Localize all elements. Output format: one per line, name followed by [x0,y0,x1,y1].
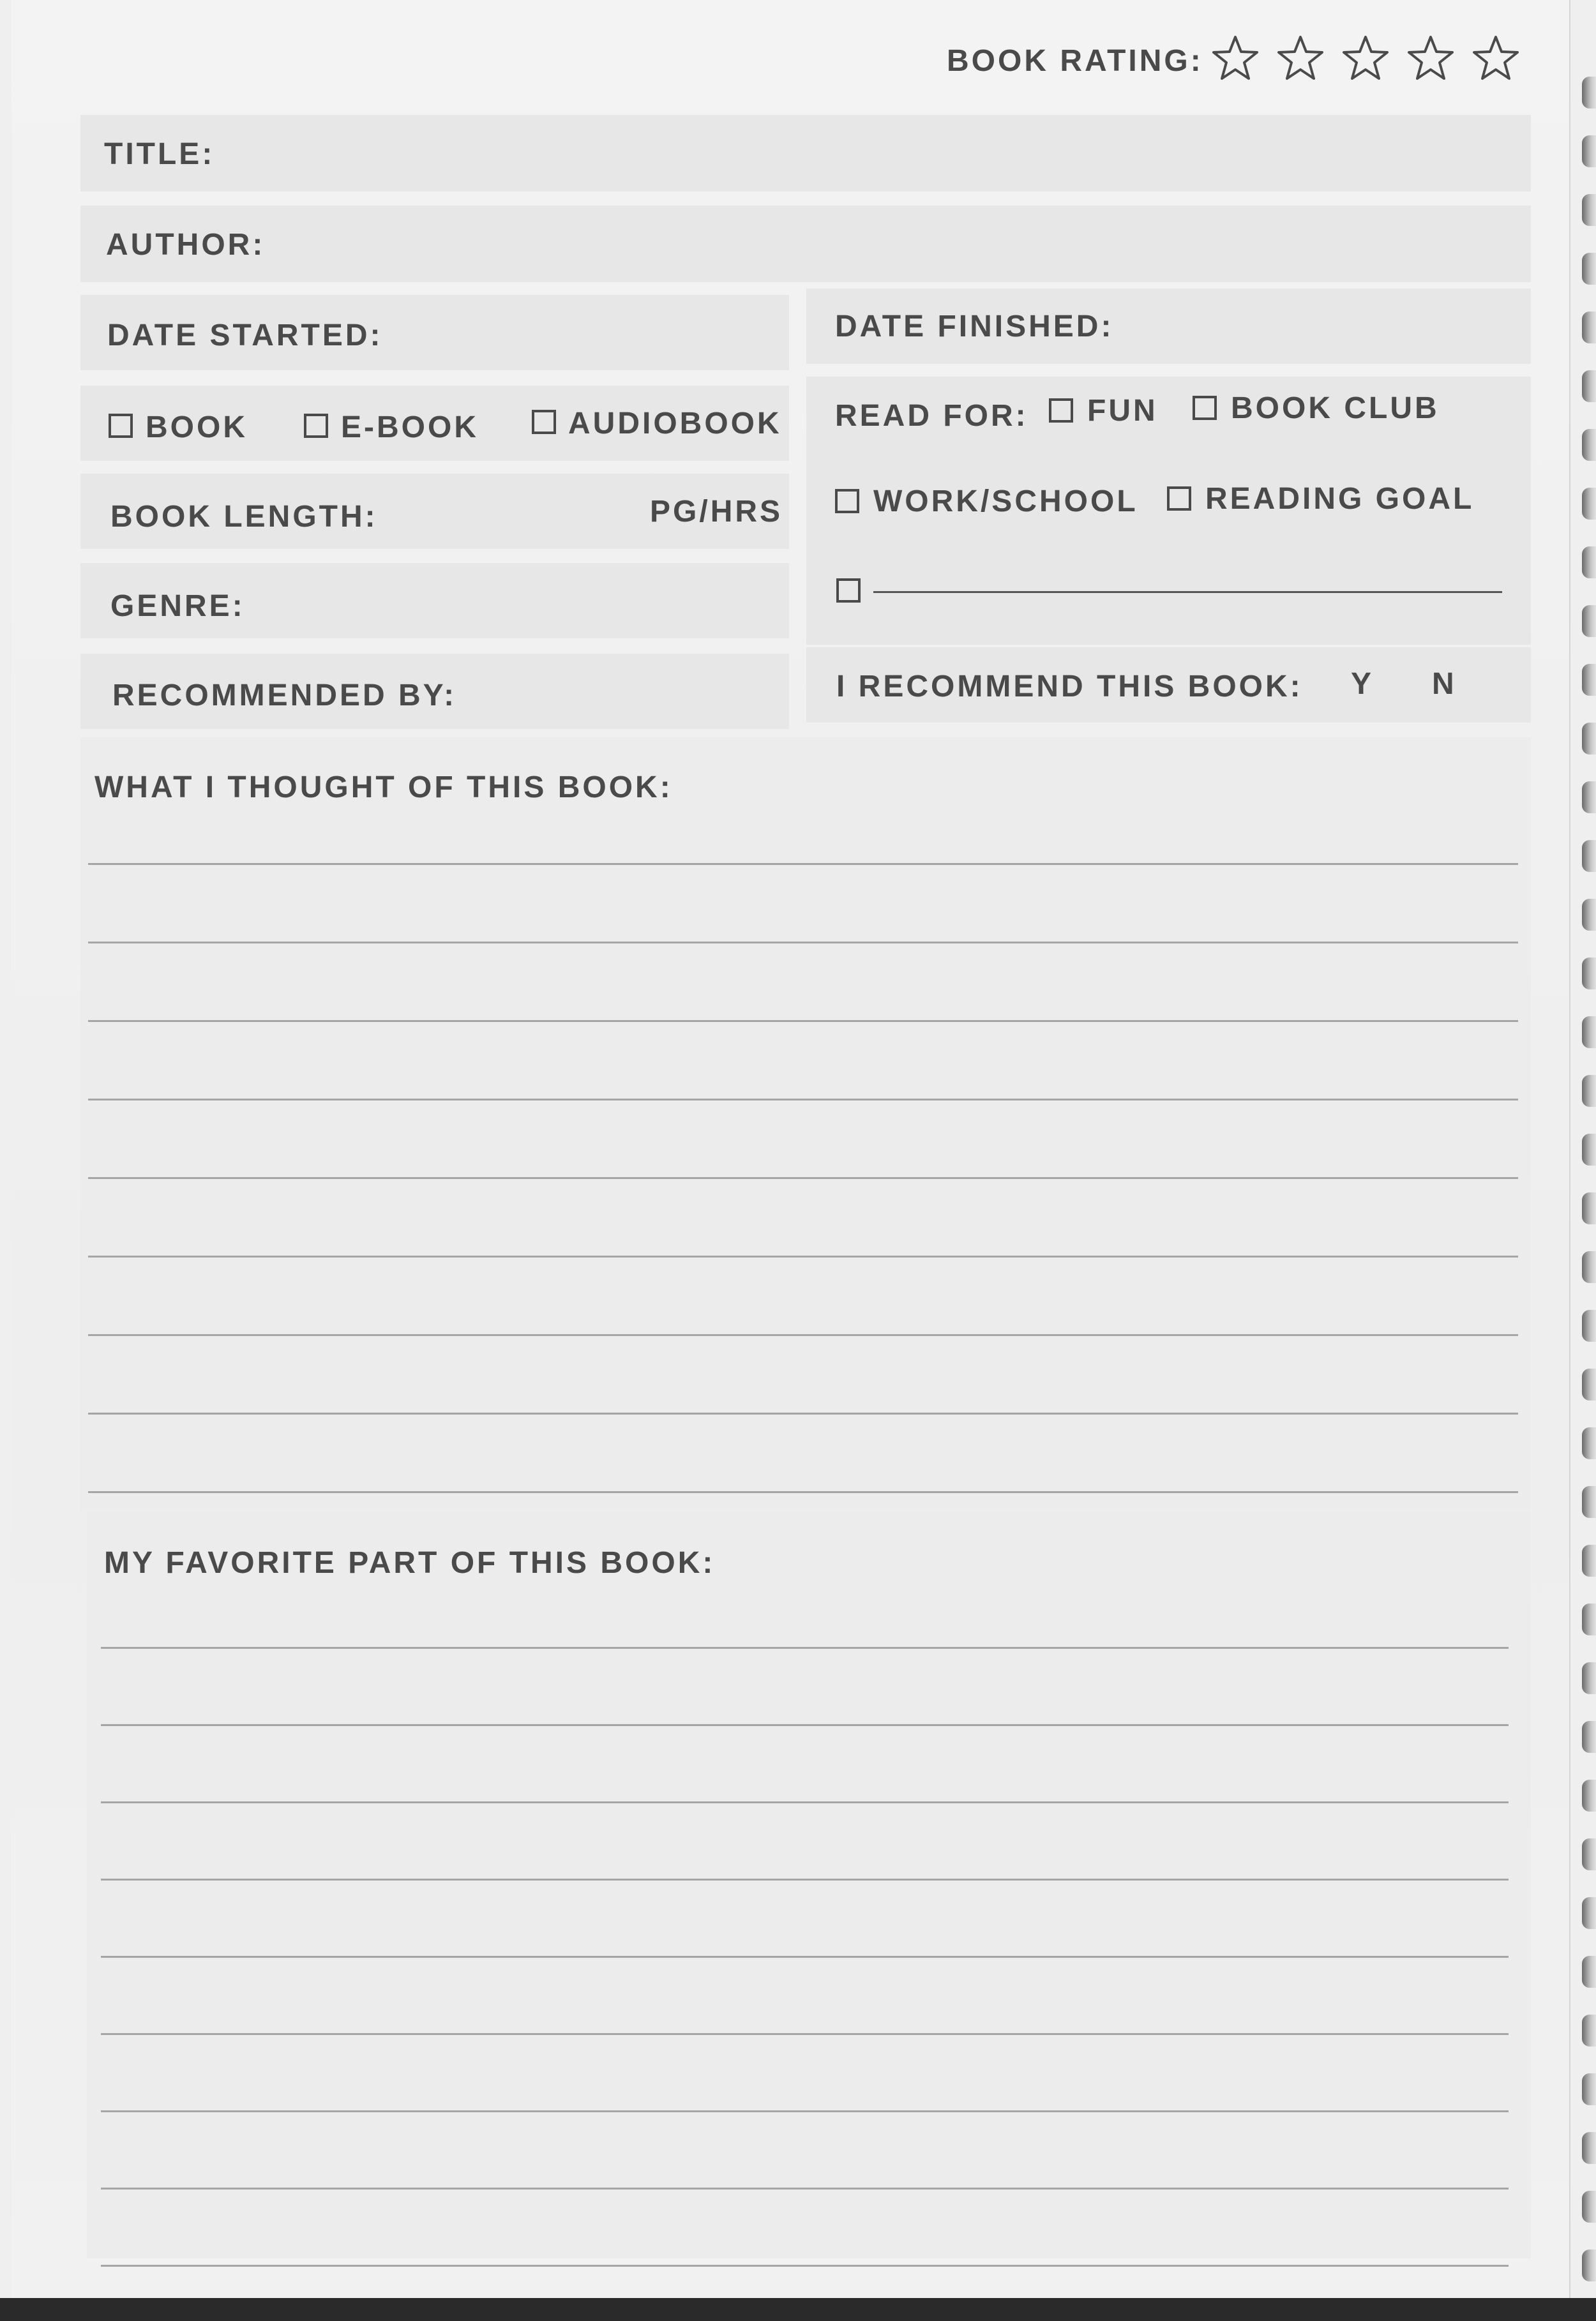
title-label: TITLE: [104,137,215,171]
writing-line [101,2265,1509,2267]
other-write-in-line[interactable] [873,591,1502,593]
binding-ring [1582,1134,1596,1166]
binding-ring [1582,1956,1596,1988]
recommended-by-label: RECOMMENDED BY: [112,679,457,712]
date-started-label: DATE STARTED: [107,319,383,352]
star-icon[interactable] [1212,34,1259,82]
reading-goal-option-label: READING GOAL [1205,482,1475,516]
binding-ring [1582,899,1596,931]
favorite-band [87,1512,1531,2258]
binding-ring [1582,488,1596,520]
writing-line [101,1647,1509,1649]
date-finished-label: DATE FINISHED: [835,310,1114,343]
writing-line [88,1256,1518,1258]
binding-ring [1582,77,1596,109]
binding-ring [1582,781,1596,813]
binding-ring [1582,312,1596,343]
star-icon[interactable] [1342,34,1389,82]
book-club-option-label: BOOK CLUB [1231,391,1440,425]
audiobook-checkbox[interactable] [532,410,556,434]
work-school-option-label: WORK/SCHOOL [873,484,1138,518]
writing-line [101,1724,1509,1726]
binding-ring [1582,2015,1596,2047]
writing-line [88,1413,1518,1415]
binding-ring [1582,1016,1596,1048]
length-unit-label: PG/HRS [650,495,783,529]
binding-ring [1582,1545,1596,1577]
binding-ring [1582,1662,1596,1694]
binding-ring [1582,1427,1596,1459]
binding-ring [1582,840,1596,872]
binding-ring [1582,1310,1596,1342]
bottom-edge [0,2298,1596,2321]
binding-ring [1582,1780,1596,1812]
binding-ring [1582,1251,1596,1283]
writing-line [101,2033,1509,2035]
book-rating-label: BOOK RATING: [947,44,1203,78]
writing-line [101,1956,1509,1958]
binding-ring [1582,1838,1596,1870]
binding-ring [1582,1486,1596,1518]
favorite-heading: MY FAVORITE PART OF THIS BOOK: [104,1546,716,1580]
writing-line [88,1099,1518,1100]
binding-ring [1582,1075,1596,1107]
binding-ring [1582,546,1596,578]
binding-ring [1582,605,1596,637]
binding-ring [1582,1721,1596,1753]
writing-line [101,2188,1509,2190]
i-recommend-label: I RECOMMEND THIS BOOK: [836,670,1303,703]
binding-ring [1582,723,1596,755]
binding-ring [1582,2132,1596,2164]
writing-line [88,942,1518,943]
thoughts-heading: WHAT I THOUGHT OF THIS BOOK: [94,770,673,804]
binding-ring [1582,1897,1596,1929]
ebook-option-label: E-BOOK [341,410,479,444]
binding-ring [1582,1604,1596,1635]
binding-ring [1582,429,1596,461]
binding-ring [1582,1192,1596,1224]
writing-line [101,2110,1509,2112]
star-icon[interactable] [1277,34,1324,82]
writing-line [88,1020,1518,1022]
star-icon[interactable] [1407,34,1454,82]
writing-line [88,863,1518,865]
binding-ring [1582,958,1596,989]
other-checkbox[interactable] [836,578,861,603]
fun-checkbox[interactable] [1049,398,1073,423]
writing-line [88,1334,1518,1336]
ebook-checkbox[interactable] [304,414,328,438]
read-for-label: READ FOR: [835,399,1028,433]
audiobook-option-label: AUDIOBOOK [568,407,782,440]
author-label: AUTHOR: [106,228,266,262]
binding-ring [1582,2250,1596,2281]
writing-line [88,1177,1518,1179]
title-field[interactable] [267,121,1518,185]
fun-option-label: FUN [1087,394,1158,428]
writing-line [101,1879,1509,1881]
binding-ring [1582,194,1596,226]
recommend-yes-option[interactable]: Y [1351,667,1374,701]
star-icon[interactable] [1472,34,1519,82]
binding-ring [1582,664,1596,696]
book-checkbox[interactable] [109,414,133,438]
binding-ring [1582,370,1596,402]
book-club-checkbox[interactable] [1193,396,1217,420]
writing-line [101,1801,1509,1803]
journal-page [11,0,1570,2298]
author-field[interactable] [280,212,1518,276]
thoughts-band [80,737,1531,1510]
book-option-label: BOOK [146,410,248,444]
binding-ring [1582,2191,1596,2223]
recommend-no-option[interactable]: N [1432,667,1457,701]
binding-ring [1582,2073,1596,2105]
book-length-label: BOOK LENGTH: [110,500,378,534]
reading-goal-checkbox[interactable] [1167,486,1191,511]
binding-ring [1582,135,1596,167]
binding-ring [1582,253,1596,285]
genre-label: GENRE: [110,589,245,623]
writing-line [88,1491,1518,1493]
binding-ring [1582,1369,1596,1401]
work-school-checkbox[interactable] [835,489,859,513]
